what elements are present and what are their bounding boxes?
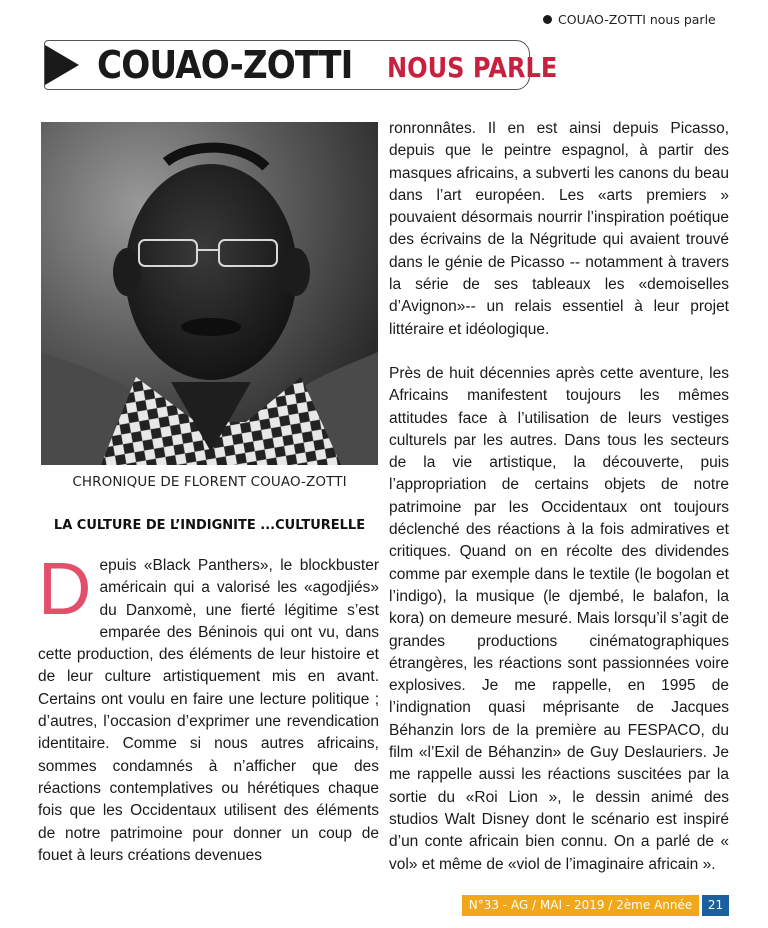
drop-cap: D <box>38 547 92 630</box>
article-column-right <box>389 118 729 898</box>
photo-caption: CHRONIQUE DE FLORENT COUAO-ZOTTI <box>72 474 347 490</box>
author-portrait-photo <box>41 122 378 465</box>
running-head-text: COUAO-ZOTTI nous parle <box>558 12 716 27</box>
article-paragraph: epuis «Black Panthers», le blockbuster américain qui a valorisé les «agodjiés» du Danxomè, une fierté légitime s’est emparée des Béninois qui ont vu, dans cette production, des éléments de leur histoire et de leur culture artistiquement mis en avant. Certains ont voulu en faire une lecture politique ; d’autres, l’occasion d’exprimer une revendication identitaire. Comme si nous autres africains, sommes condamnés à n’afficher que des réactions contemplatives ou hérétiques chaque fois que les Occidentaux utilisent des éléments de notre patrimoine pour donner un coup de fouet à leurs créations devenues <box>38 557 379 864</box>
play-triangle-icon <box>45 45 79 85</box>
article-title: LA CULTURE DE L’INDIGNITE ...CULTURELLE <box>53 518 366 533</box>
banner-title-accent: NOUS PARLE <box>387 51 558 84</box>
page-number: 21 <box>702 895 729 916</box>
bullet-dot-icon <box>543 15 552 24</box>
running-head <box>543 12 763 27</box>
article-column-left <box>38 547 379 867</box>
header-banner <box>44 40 558 90</box>
article-paragraph: Près de huit décennies après cette aventure, les Africains manifestent toujours les mêmes attitudes face à l’utilisation de leurs vestiges culturels par les autres. Dans tous les secteurs de la vie artistique, la découverte, puis l’appropriation de certains objets de notre patrimoine par les Occidentaux ont toujours déclenché des réactions à la fois admiratives et critiques. Quand on en récolte des dividendes comme par exemple dans le textile (le bogolan et l’indigo), la musique (le djembé, le balafon, la kora) on demeure mesuré. Mais lorsqu’il s’agit de grandes productions cinématographiques étrangères, les réactions sont passionnées voire explosives. Je me rappelle, en 1995 de l’indignation quasi méprisante de Jacques Béhanzin lors de la première au FESPACO, du film «l’Exil de Béhanzin» de Guy Deslauriers. Je me rappelle aussi les réactions suscitées par la sortie du «Roi Lion », le dessin animé des studios Walt Disney dont le scénario est inspiré d’un conte africain bien connu. On a parlé de « vol» et même de «viol de l’imaginaire africain ». <box>389 364 729 873</box>
issue-info: N°33 - AG / MAI - 2019 / 2ème Année <box>462 895 699 916</box>
article-paragraph: ronronnâtes. Il en est ainsi depuis Picasso, depuis que le peintre espagnol, à partir des masques africains, a subverti les canons du beau dans l’art européen. Les «arts premiers » pouvaient désormais nourrir l’inspiration poétique des écrivains de la Négritude qui avaient trouvé dans le génie de Picasso -- notamment à travers la série de ses tableaux les «demoiselles d’Avignon»-- un relais essentiel à leur projet littéraire et idéologique. <box>389 120 729 338</box>
banner-title-main: COUAO-ZOTTI <box>97 43 353 87</box>
portrait-photo-icon <box>41 122 378 465</box>
